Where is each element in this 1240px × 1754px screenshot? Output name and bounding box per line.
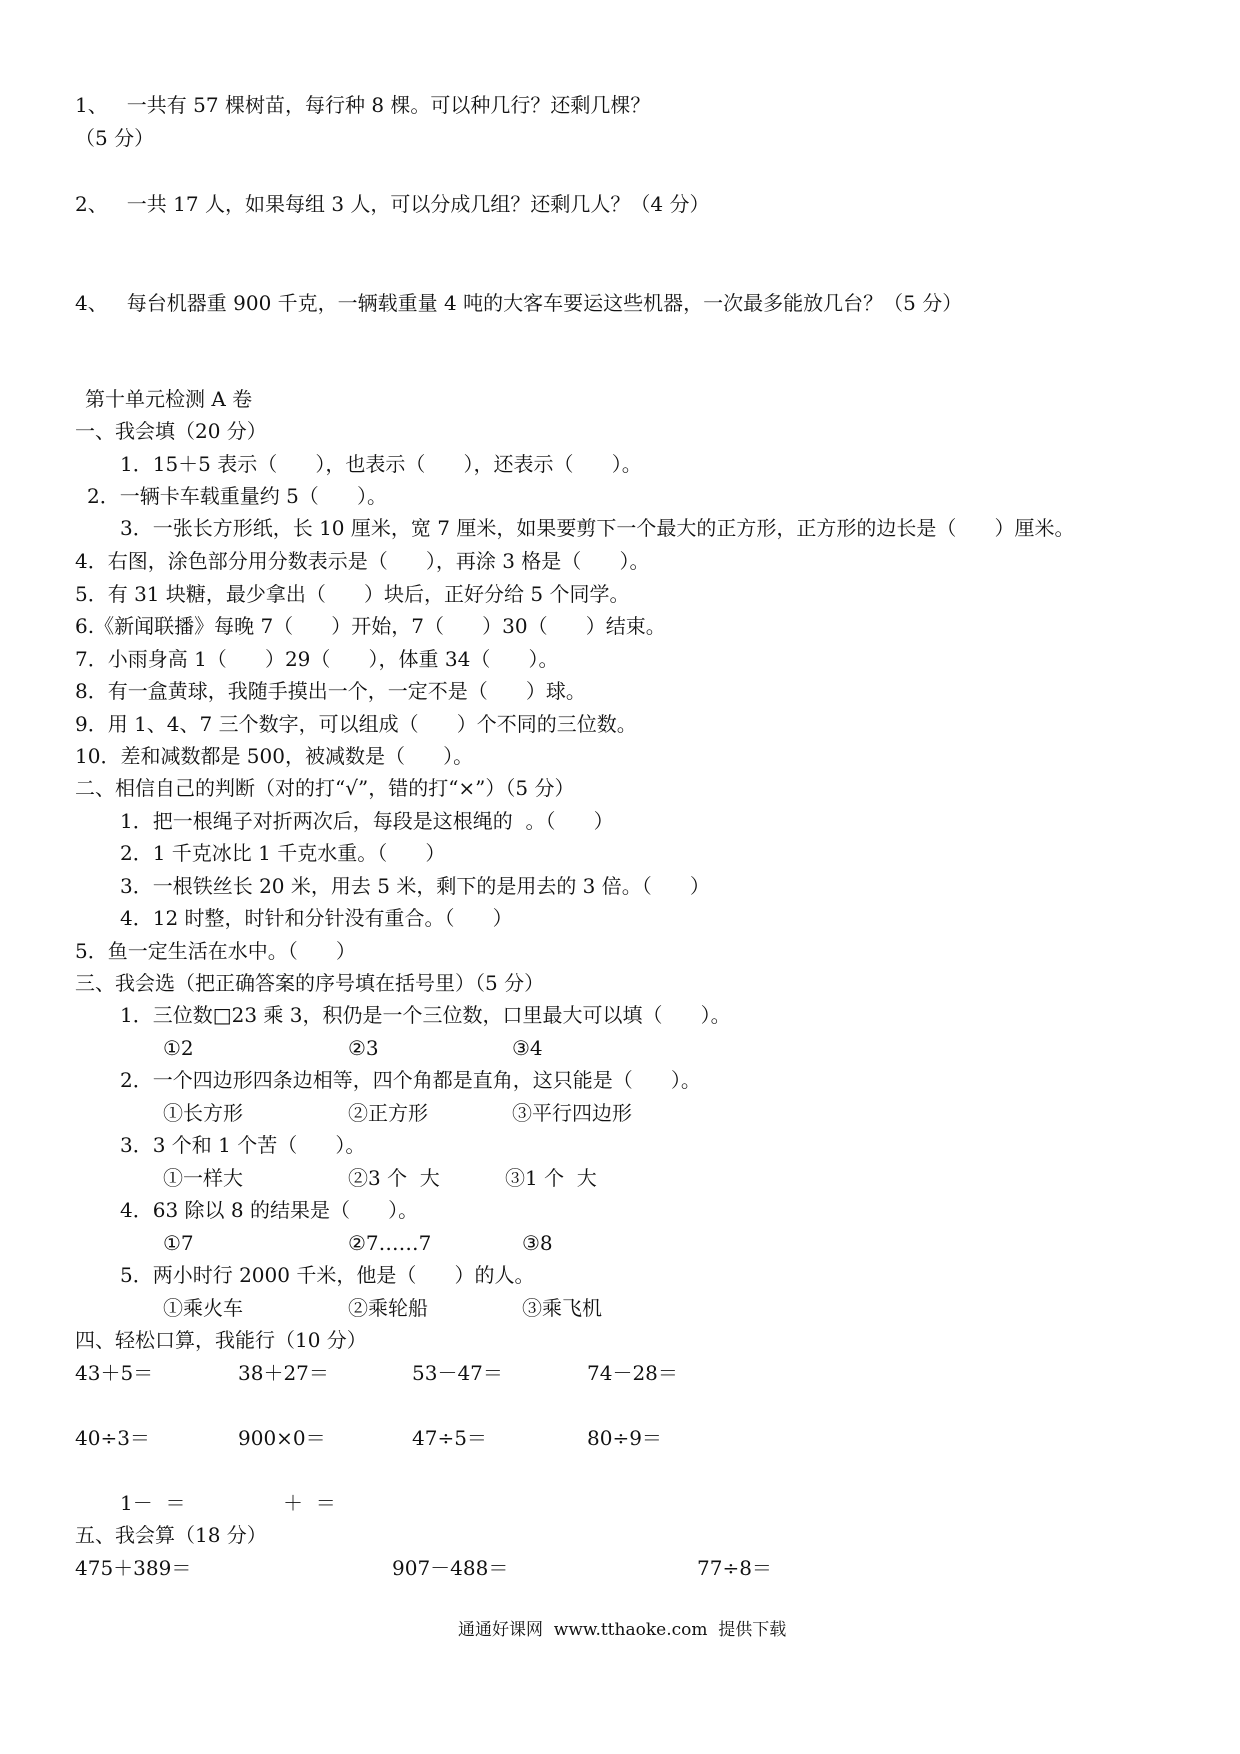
fill-item-10: 10．差和减数都是 500，被减数是（ ）。 [75,744,474,768]
choice-question-5: 5．两小时行 2000 千米，他是（ ）的人。 [120,1263,535,1287]
choice-4-option-2: ②7……7 [348,1231,432,1255]
mental-calc-10: ＋ ＝ [283,1491,336,1515]
section-2-heading: 二、相信自己的判断（对的打“√”，错的打“×”）（5 分） [75,776,575,800]
mental-calc-1: 43＋5＝ [75,1361,154,1385]
choice-3-option-3: ③1 个 大 [505,1166,597,1190]
choice-5-option-1: ①乘火车 [163,1296,243,1320]
mental-calc-7: 47÷5＝ [412,1426,487,1450]
problem-2: 2、 一共 17 人，如果每组 3 人，可以分成几组？还剩几人？（4 分） [75,192,710,216]
choice-question-4: 4．63 除以 8 的结果是（ ）。 [120,1198,419,1222]
mental-calc-9: 1－ ＝ [120,1491,186,1515]
written-calc-3: 77÷8＝ [697,1556,772,1580]
choice-2-option-3: ③平行四边形 [512,1101,632,1125]
mental-calc-6: 900×0＝ [238,1426,326,1450]
section-3-heading: 三、我会选（把正确答案的序号填在括号里）（5 分） [75,971,545,995]
problem-1: 1、 一共有 57 棵树苗，每行种 8 棵。可以种几行？还剩几棵？ [75,93,651,117]
choice-4-option-1: ①7 [163,1231,194,1255]
unit-title: 第十单元检测 A 卷 [85,387,253,411]
judge-item-1: 1．把一根绳子对折两次后，每段是这根绳的 。（ ） [120,809,614,833]
mental-calc-2: 38＋27＝ [238,1361,329,1385]
choice-question-2: 2．一个四边形四条边相等，四个角都是直角，这只能是（ ）。 [120,1068,701,1092]
mental-calc-8: 80÷9＝ [587,1426,662,1450]
written-calc-2: 907－488＝ [392,1556,509,1580]
fill-item-2: 2．一辆卡车载重量约 5（ ）。 [87,484,387,508]
choice-1-option-1: ①2 [163,1036,194,1060]
judge-item-5: 5．鱼一定生活在水中。（ ） [75,939,356,963]
fill-item-9: 9．用 1、4、7 三个数字，可以组成（ ）个不同的三位数。 [75,712,637,736]
choice-1-option-2: ②3 [348,1036,379,1060]
fill-item-6: 6.《新闻联播》每晚 7（ ）开始，7（ ）30（ ）结束。 [75,614,666,638]
fill-item-7: 7．小雨身高 1（ ）29（ ），体重 34（ ）。 [75,647,559,671]
problem-1-score: （5 分） [75,126,155,150]
mental-calc-5: 40÷3＝ [75,1426,150,1450]
section-4-heading: 四、轻松口算，我能行（10 分） [75,1328,367,1352]
footer-source: 通通好课网 www.tthaoke.com 提供下载 [458,1620,787,1640]
fill-item-3: 3．一张长方形纸，长 10 厘米，宽 7 厘米，如果要剪下一个最大的正方形，正方形的边长是（ ）厘米。 [120,516,1075,540]
written-calc-1: 475＋389＝ [75,1556,192,1580]
judge-item-3: 3．一根铁丝长 20 米，用去 5 米，剩下的是用去的 3 倍。（ ） [120,874,710,898]
judge-item-4: 4．12 时整，时针和分针没有重合。（ ） [120,906,513,930]
choice-question-1: 1．三位数□23 乘 3，积仍是一个三位数，口里最大可以填（ ）。 [120,1003,731,1027]
fill-item-4: 4．右图，涂色部分用分数表示是（ ），再涂 3 格是（ ）。 [75,549,650,573]
choice-2-option-2: ②正方形 [348,1101,428,1125]
choice-2-option-1: ①长方形 [163,1101,243,1125]
choice-5-option-2: ②乘轮船 [348,1296,428,1320]
judge-item-2: 2．1 千克冰比 1 千克水重。（ ） [120,841,446,865]
problem-4: 4、 每台机器重 900 千克，一辆载重量 4 吨的大客车要运这些机器，一次最多能放几台？（5 分） [75,291,963,315]
choice-5-option-3: ③乘飞机 [522,1296,602,1320]
mental-calc-3: 53－47＝ [412,1361,503,1385]
choice-1-option-3: ③4 [512,1036,543,1060]
mental-calc-4: 74－28＝ [587,1361,678,1385]
choice-3-option-1: ①一样大 [163,1166,243,1190]
choice-3-option-2: ②3 个 大 [348,1166,440,1190]
fill-item-8: 8．有一盒黄球，我随手摸出一个，一定不是（ ）球。 [75,679,586,703]
fill-item-1: 1．15＋5 表示（ ），也表示（ ），还表示（ ）。 [120,452,642,476]
choice-question-3: 3．3 个和 1 个苦（ ）。 [120,1133,366,1157]
fill-item-5: 5．有 31 块糖，最少拿出（ ）块后，正好分给 5 个同学。 [75,582,630,606]
section-1-heading: 一、我会填（20 分） [75,419,267,443]
choice-4-option-3: ③8 [522,1231,553,1255]
section-5-heading: 五、我会算（18 分） [75,1523,267,1547]
